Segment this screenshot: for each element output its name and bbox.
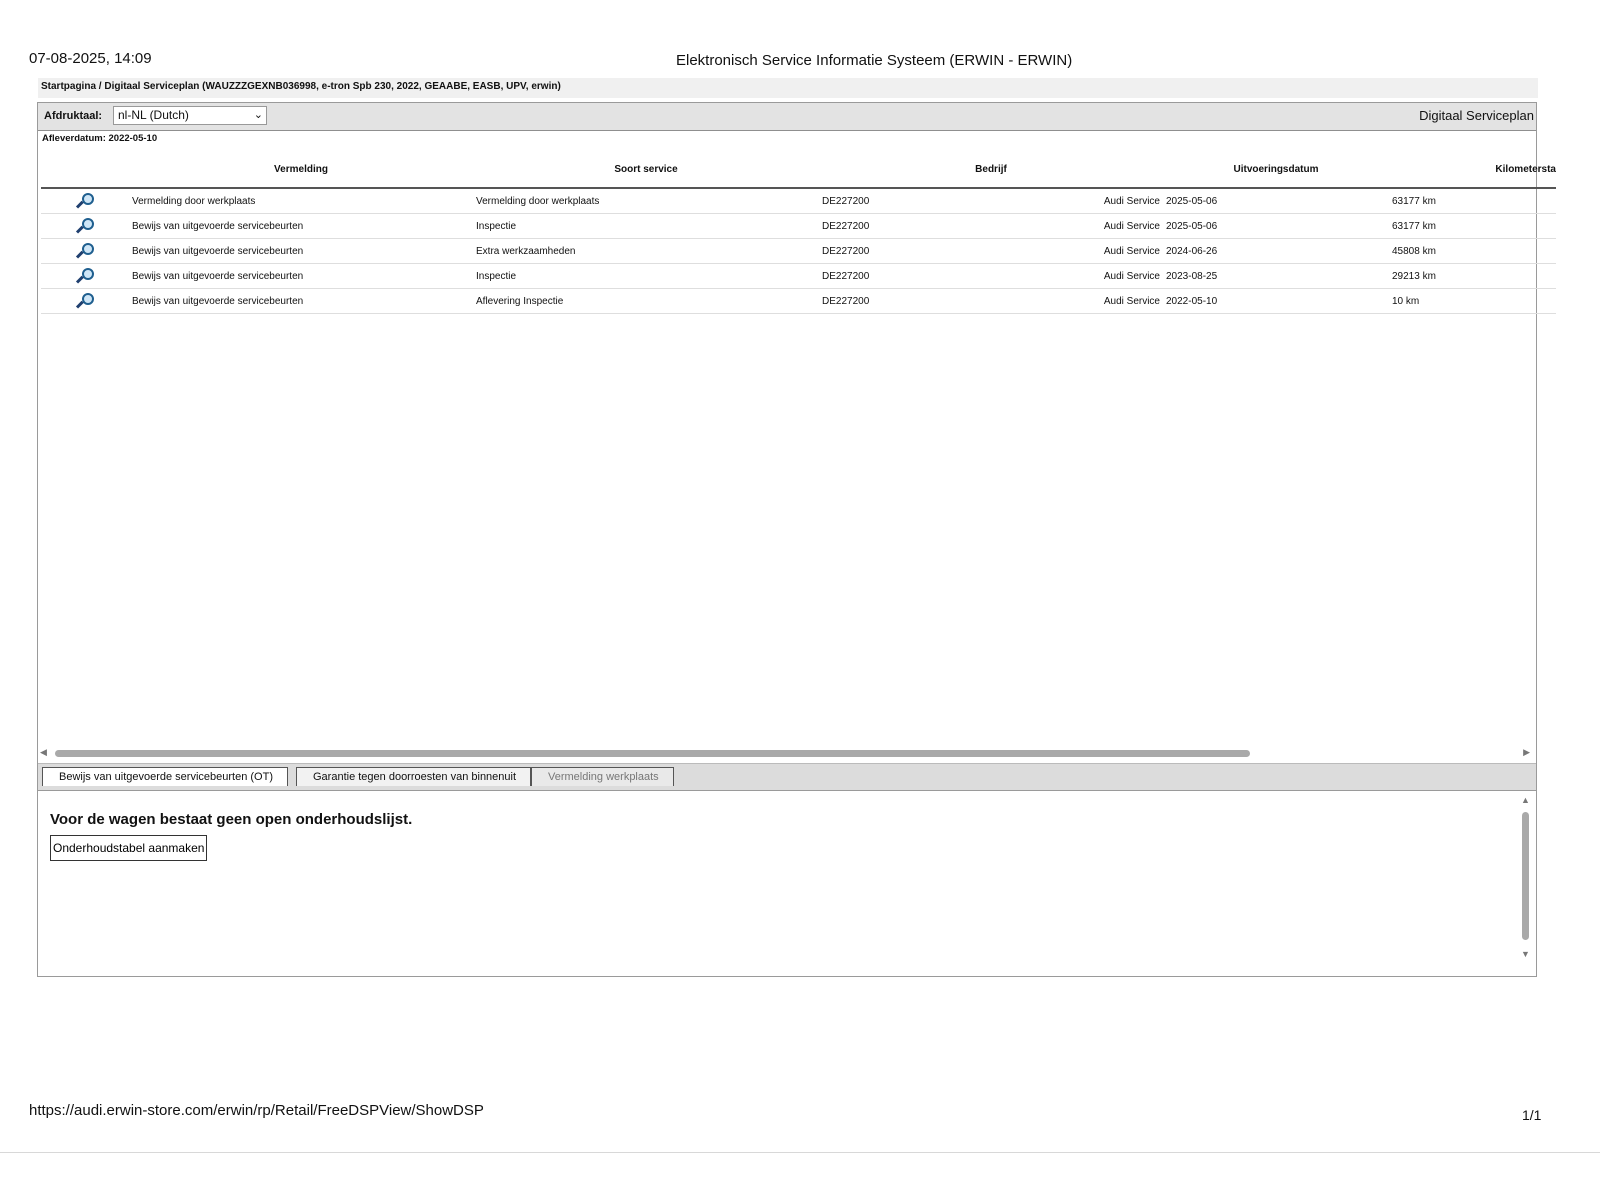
scroll-down-icon[interactable]: ▼: [1521, 949, 1530, 959]
service-plan-frame: [37, 102, 1556, 977]
cell-company-id: DE227200: [822, 195, 870, 207]
print-title: Elektronisch Service Informatie Systeem (ERWIN - ERWIN): [676, 52, 1073, 69]
view-entry-button[interactable]: [41, 188, 129, 214]
table-row[interactable]: [41, 188, 1556, 214]
cell-mileage: 45808 km: [1389, 239, 1556, 264]
cell-service-type: Inspectie: [473, 264, 819, 289]
cell-mileage: 63177 km: [1389, 188, 1556, 214]
vertical-scroll-thumb[interactable]: [1522, 812, 1529, 940]
column-header-entry[interactable]: Vermelding: [129, 151, 473, 188]
cell-company-name: Audi Service: [1103, 220, 1160, 232]
column-header-company[interactable]: Bedrijf: [819, 151, 1163, 188]
cell-entry: Bewijs van uitgevoerde servicebeurten: [129, 264, 473, 289]
cell-company: [819, 188, 1163, 214]
cell-entry: Bewijs van uitgevoerde servicebeurten: [129, 239, 473, 264]
module-title: Digitaal Serviceplan: [1419, 108, 1534, 123]
view-entry-button[interactable]: [41, 239, 129, 264]
print-datetime: 07-08-2025, 14:09: [29, 50, 152, 67]
cell-service-type: Aflevering Inspectie: [473, 289, 819, 314]
table-header-row: [41, 151, 1556, 188]
cell-service-type: Extra werkzaamheden: [473, 239, 819, 264]
magnifier-icon[interactable]: [77, 242, 93, 258]
table-row[interactable]: [41, 264, 1556, 289]
toolbar: [38, 103, 1536, 131]
column-header-date[interactable]: Uitvoeringsdatum: [1163, 151, 1389, 188]
cell-date: 2023-08-25: [1163, 264, 1389, 289]
cell-company-id: DE227200: [822, 220, 870, 232]
cell-company-id: DE227200: [822, 245, 870, 257]
cell-mileage: 10 km: [1389, 289, 1556, 314]
cell-company-name: Audi Service: [1103, 195, 1160, 207]
view-entry-button[interactable]: [41, 214, 129, 239]
view-entry-button[interactable]: [41, 264, 129, 289]
column-header-icon: [41, 151, 129, 188]
cell-company: [819, 264, 1163, 289]
cell-entry: Bewijs van uitgevoerde servicebeurten: [129, 214, 473, 239]
scroll-up-icon[interactable]: ▲: [1521, 795, 1530, 805]
cell-mileage: 29213 km: [1389, 264, 1556, 289]
cell-service-type: Vermelding door werkplaats: [473, 188, 819, 214]
cell-company-id: DE227200: [822, 270, 870, 282]
cell-entry: Vermelding door werkplaats: [129, 188, 473, 214]
cell-date: 2024-06-26: [1163, 239, 1389, 264]
table-row[interactable]: [41, 214, 1556, 239]
breadcrumb[interactable]: Startpagina / Digitaal Serviceplan (WAUZZZGEXNB036998, e-tron Spb 230, 2022, GEAABE, EASB, UPV, erwin): [38, 78, 1538, 98]
maintenance-panel: [38, 791, 1536, 976]
table-row[interactable]: [41, 239, 1556, 264]
cell-service-type: Inspectie: [473, 214, 819, 239]
view-entry-button[interactable]: [41, 289, 129, 314]
horizontal-scrollbar[interactable]: [40, 747, 1534, 761]
cell-company-id: DE227200: [822, 295, 870, 307]
horizontal-scroll-thumb[interactable]: [55, 750, 1250, 757]
magnifier-icon[interactable]: [77, 217, 93, 233]
print-language-value: nl-NL (Dutch): [118, 108, 189, 122]
print-language-label: Afdruktaal:: [44, 110, 103, 122]
delivery-date: Afleverdatum: 2022-05-10: [42, 133, 158, 144]
tab-workshop-note[interactable]: Vermelding werkplaats: [531, 767, 674, 786]
cell-company-name: Audi Service: [1103, 295, 1160, 307]
scroll-right-icon[interactable]: ▶: [1523, 747, 1530, 757]
vertical-scrollbar[interactable]: [1520, 795, 1532, 959]
cell-entry: Bewijs van uitgevoerde servicebeurten: [129, 289, 473, 314]
no-maintenance-list-message: Voor de wagen bestaat geen open onderhoudslijst.: [50, 811, 413, 828]
column-header-mileage[interactable]: Kilometersta: [1389, 151, 1556, 188]
print-page-number: 1/1: [1522, 1107, 1542, 1123]
page-divider: [0, 1152, 1600, 1153]
scroll-left-icon[interactable]: ◀: [40, 747, 47, 757]
cell-company-name: Audi Service: [1103, 245, 1160, 257]
service-history-table: [41, 151, 1556, 421]
print-language-select[interactable]: [113, 106, 267, 125]
cell-company: [819, 289, 1163, 314]
create-maintenance-table-button[interactable]: Onderhoudstabel aanmaken: [50, 835, 207, 861]
cell-company-name: Audi Service: [1103, 270, 1160, 282]
column-header-service-type[interactable]: Soort service: [473, 151, 819, 188]
cell-mileage: 63177 km: [1389, 214, 1556, 239]
cell-company: [819, 214, 1163, 239]
print-url: https://audi.erwin-store.com/erwin/rp/Retail/FreeDSPView/ShowDSP: [29, 1102, 484, 1119]
cell-date: 2022-05-10: [1163, 289, 1389, 314]
chevron-down-icon: ⌄: [253, 109, 263, 121]
magnifier-icon[interactable]: [77, 192, 93, 208]
tab-strip: [38, 763, 1536, 791]
cell-date: 2025-05-06: [1163, 188, 1389, 214]
magnifier-icon[interactable]: [77, 267, 93, 283]
magnifier-icon[interactable]: [77, 292, 93, 308]
tab-corrosion-warranty[interactable]: Garantie tegen doorroesten van binnenuit: [296, 767, 531, 786]
tab-service-proof[interactable]: Bewijs van uitgevoerde servicebeurten (OT): [42, 767, 288, 786]
table-row[interactable]: [41, 289, 1556, 314]
cell-date: 2025-05-06: [1163, 214, 1389, 239]
cell-company: [819, 239, 1163, 264]
